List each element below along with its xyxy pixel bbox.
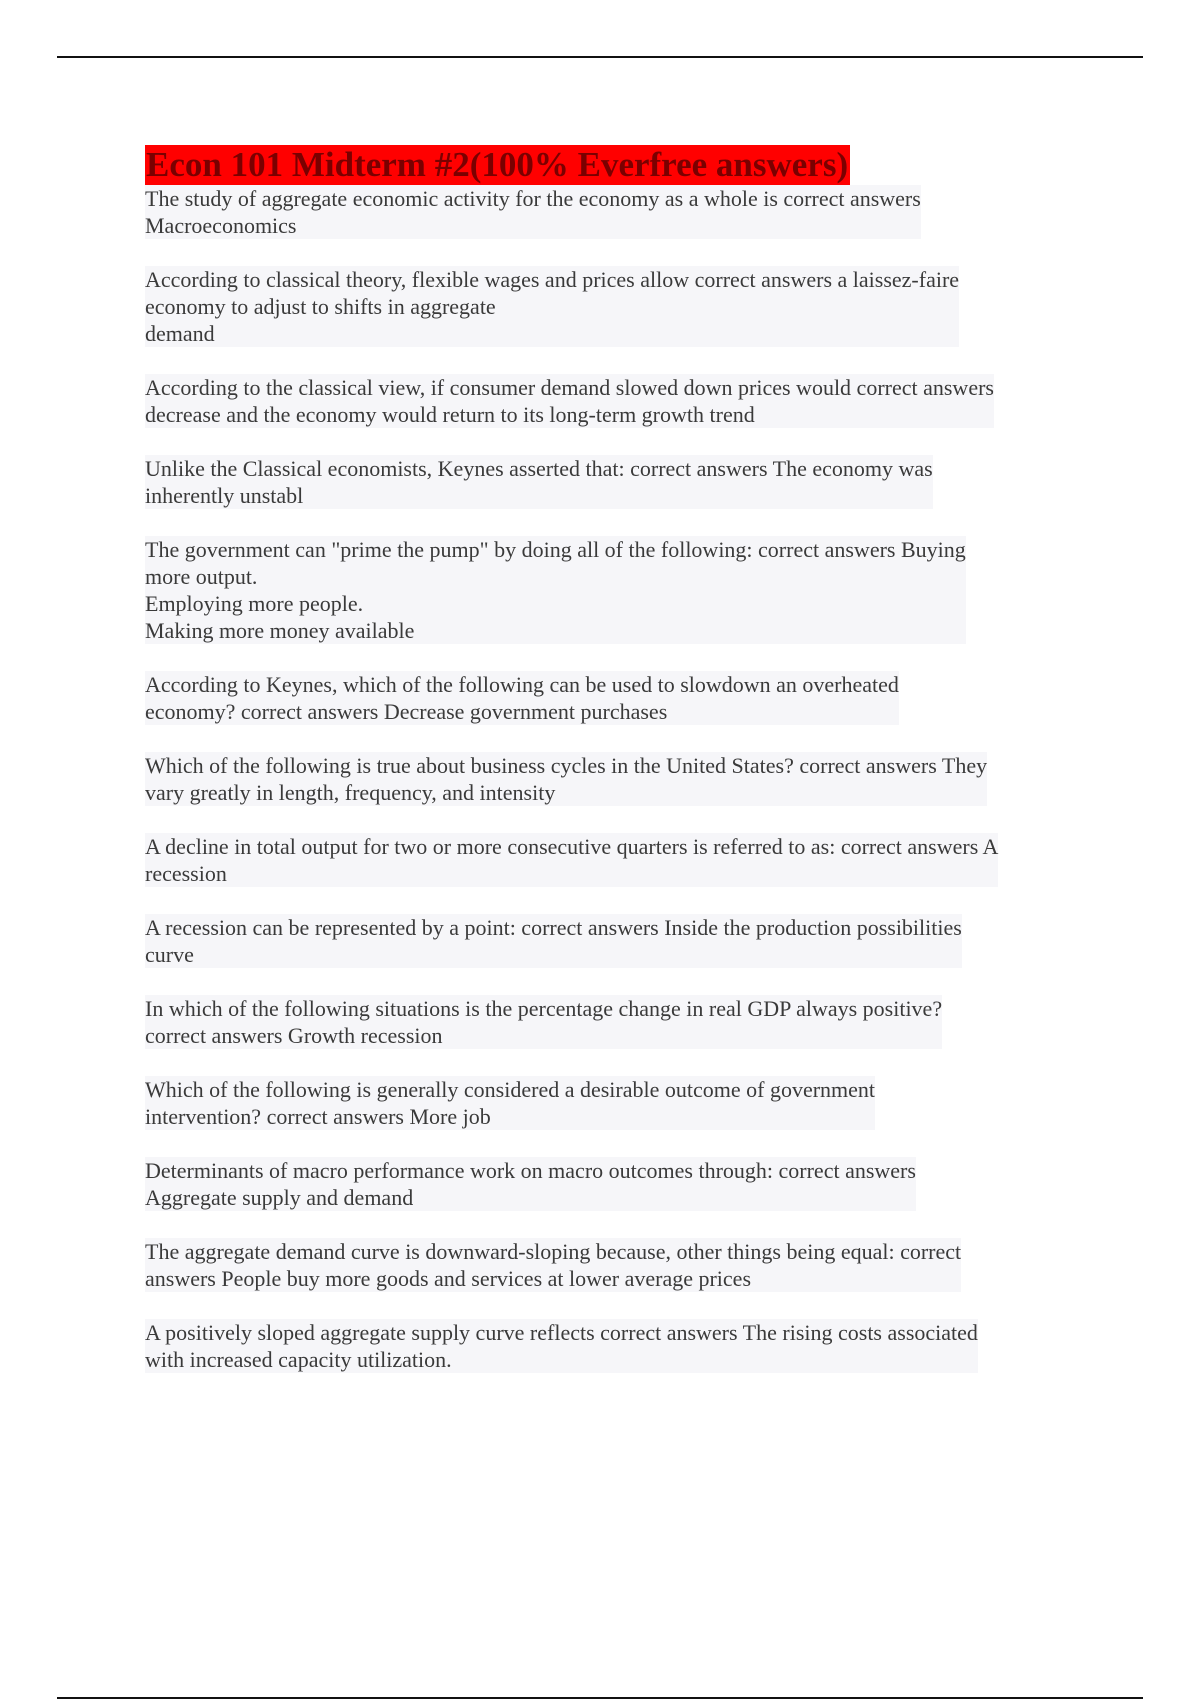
qa-line: The study of aggregate economic activity for the economy as a whole is correct answers <box>145 186 921 211</box>
qa-line: Determinants of macro performance work on macro outcomes through: correct answers <box>145 1158 916 1183</box>
qa-item <box>145 1157 1105 1211</box>
qa-item <box>145 752 1105 806</box>
qa-line: Macroeconomics <box>145 213 297 238</box>
qa-line: Unlike the Classical economists, Keynes asserted that: correct answers The economy was <box>145 456 933 481</box>
qa-item <box>145 914 1105 968</box>
qa-item <box>145 185 1105 239</box>
top-rule <box>57 56 1143 58</box>
qa-item <box>145 266 1105 347</box>
qa-item <box>145 536 1105 644</box>
qa-text <box>145 1157 916 1211</box>
bottom-rule <box>57 1697 1143 1699</box>
qa-line: A positively sloped aggregate supply curve reflects correct answers The rising costs associated <box>145 1320 978 1345</box>
qa-line: According to classical theory, flexible wages and prices allow correct answers a laissez-faire <box>145 267 960 292</box>
qa-line: correct answers Growth recession <box>145 1023 443 1048</box>
qa-line: Which of the following is true about business cycles in the United States? correct answers They <box>145 753 988 778</box>
qa-text <box>145 671 899 725</box>
document-title: Econ 101 Midterm #2(100% Everfree answers) <box>146 145 849 184</box>
qa-item <box>145 1076 1105 1130</box>
qa-line: According to Keynes, which of the following can be used to slowdown an overheated <box>145 672 899 697</box>
qa-line: A decline in total output for two or more consecutive quarters is referred to as: correct answers A <box>145 834 999 859</box>
qa-line: economy to adjust to shifts in aggregate <box>145 294 496 319</box>
qa-item <box>145 1238 1105 1292</box>
qa-line: vary greatly in length, frequency, and intensity <box>145 780 556 805</box>
qa-line: In which of the following situations is the percentage change in real GDP always positive? <box>145 996 943 1021</box>
document-body <box>145 145 1105 1400</box>
qa-line: According to the classical view, if consumer demand slowed down prices would correct answers <box>145 375 994 400</box>
qa-line: A recession can be represented by a point: correct answers Inside the production possibilities <box>145 915 962 940</box>
qa-text <box>145 266 959 347</box>
qa-line: The government can "prime the pump" by doing all of the following: correct answers Buying <box>145 537 966 562</box>
qa-item <box>145 833 1105 887</box>
qa-text <box>145 185 921 239</box>
qa-text <box>145 1076 875 1130</box>
qa-text <box>145 374 994 428</box>
qa-item <box>145 455 1105 509</box>
qa-text <box>145 914 962 968</box>
qa-text <box>145 1238 961 1292</box>
qa-text <box>145 536 966 644</box>
qa-item <box>145 671 1105 725</box>
qa-line: with increased capacity utilization. <box>145 1347 452 1372</box>
qa-line: Aggregate supply and demand <box>145 1185 414 1210</box>
qa-text <box>145 455 933 509</box>
qa-text <box>145 833 998 887</box>
qa-text <box>145 1319 978 1373</box>
qa-line: economy? correct answers Decrease government purchases <box>145 699 668 724</box>
qa-text <box>145 752 987 806</box>
qa-line: decrease and the economy would return to its long-term growth trend <box>145 402 755 427</box>
qa-item <box>145 995 1105 1049</box>
qa-line: Making more money available <box>145 618 415 643</box>
qa-line: The aggregate demand curve is downward-sloping because, other things being equal: correct <box>145 1239 962 1264</box>
qa-line: recession <box>145 861 227 886</box>
qa-list <box>145 185 1105 1373</box>
qa-line: demand <box>145 321 215 346</box>
qa-line: intervention? correct answers More job <box>145 1104 491 1129</box>
qa-line: Which of the following is generally considered a desirable outcome of government <box>145 1077 876 1102</box>
qa-line: curve <box>145 942 194 967</box>
qa-line: more output. <box>145 564 258 589</box>
qa-text <box>145 995 942 1049</box>
qa-item <box>145 374 1105 428</box>
qa-line: inherently unstabl <box>145 483 304 508</box>
qa-line: Employing more people. <box>145 591 364 616</box>
qa-line: answers People buy more goods and services at lower average prices <box>145 1266 752 1291</box>
qa-item <box>145 1319 1105 1373</box>
